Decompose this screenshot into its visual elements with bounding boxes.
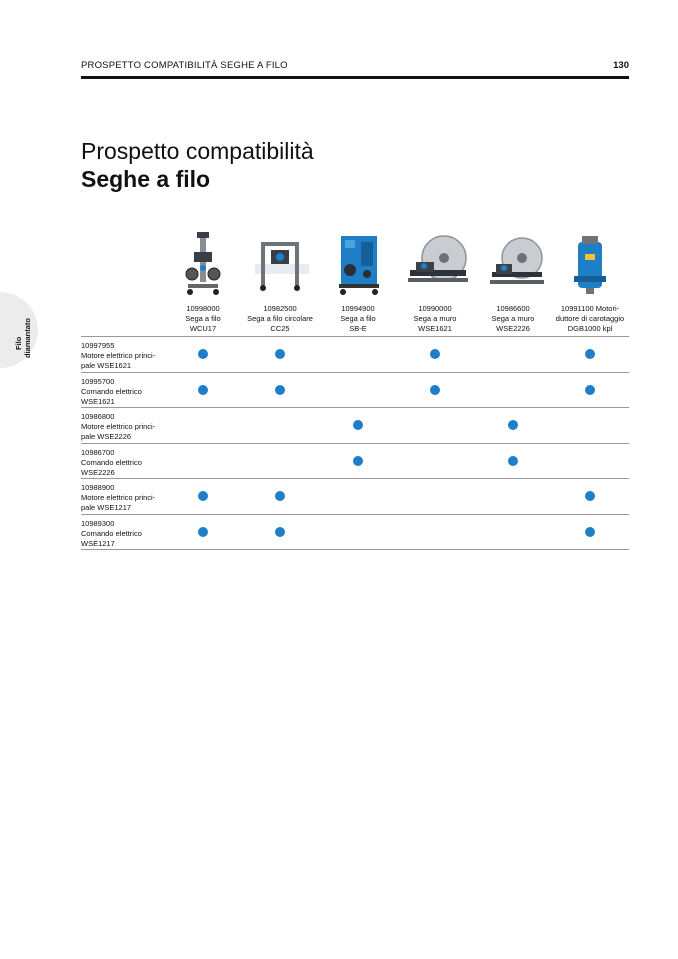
product-column — [396, 228, 474, 338]
compatibility-dot — [275, 349, 285, 359]
compatibility-dot — [585, 491, 595, 501]
header-rule — [81, 76, 629, 79]
product-column — [551, 228, 629, 338]
row-description: Comando elettrico WSE1621 — [81, 387, 142, 406]
core-drill-gear-motor-icon — [551, 228, 629, 298]
section-tab-line2: diamantato — [23, 317, 32, 358]
section-tab-line1: Filo — [14, 336, 23, 350]
product-column — [319, 228, 397, 338]
row-description: Comando elettrico WSE1217 — [81, 529, 142, 548]
compatibility-dot — [430, 385, 440, 395]
circular-wire-saw-cc25-icon — [241, 228, 319, 298]
row-description: Motore elettrico princi- pale WSE1217 — [81, 493, 156, 512]
compatibility-dot — [275, 491, 285, 501]
wall-saw-wse2226-icon — [474, 228, 552, 298]
row-description: Motore elettrico princi- pale WSE1621 — [81, 351, 156, 370]
table-row — [81, 372, 629, 408]
table-row — [81, 514, 629, 550]
wall-saw-wse1621-icon — [396, 228, 474, 298]
page-number: 130 — [613, 60, 629, 71]
table-row — [81, 478, 629, 514]
section-tab-label — [6, 300, 36, 360]
compatibility-dot — [198, 527, 208, 537]
compatibility-dot — [508, 456, 518, 466]
product-label: 10986600 Sega a muro WSE2226 — [491, 304, 535, 333]
header-title: PROSPETTO COMPATIBILITÀ SEGHE A FILO — [81, 60, 288, 71]
product-column — [164, 228, 242, 338]
table-bottom-rule — [81, 549, 629, 550]
wire-saw-wcu17-icon — [164, 228, 242, 298]
compatibility-dot — [353, 420, 363, 430]
row-code: 10989300 — [81, 519, 115, 528]
compatibility-dot — [275, 385, 285, 395]
compatibility-dot — [585, 349, 595, 359]
row-code: 10988900 — [81, 483, 115, 492]
compatibility-dot — [353, 456, 363, 466]
row-code: 10995700 — [81, 377, 115, 386]
compatibility-dot — [430, 349, 440, 359]
row-code: 10986800 — [81, 412, 115, 421]
wire-saw-sbe-icon — [319, 228, 397, 298]
table-row — [81, 407, 629, 443]
compatibility-dot — [198, 385, 208, 395]
row-code: 10997955 — [81, 341, 115, 350]
product-label: 10982500 Sega a filo circolare CC25 — [247, 304, 313, 333]
page-title-line2: Seghe a filo — [81, 166, 211, 192]
row-description: Motore elettrico princi- pale WSE2226 — [81, 422, 156, 441]
compatibility-dot — [275, 527, 285, 537]
compatibility-dot — [508, 420, 518, 430]
product-column — [241, 228, 319, 338]
product-label: 10990000 Sega a muro WSE1621 — [413, 304, 457, 333]
row-description: Comando elettrico WSE2226 — [81, 458, 142, 477]
product-label: 10998000 Sega a filo WCU17 — [185, 304, 221, 333]
table-row — [81, 443, 629, 479]
table-row — [81, 336, 629, 372]
compatibility-dot — [198, 491, 208, 501]
row-code: 10986700 — [81, 448, 115, 457]
product-column — [474, 228, 552, 338]
product-label: 10991100 Motori- duttore di carotaggio DGB1000 kpl — [555, 304, 625, 333]
page-header — [81, 60, 629, 74]
compatibility-dot — [585, 527, 595, 537]
product-label: 10994900 Sega a filo SB-E — [340, 304, 376, 333]
compatibility-dot — [198, 349, 208, 359]
compatibility-dot — [585, 385, 595, 395]
page-title-line1: Prospetto compatibilità — [81, 138, 314, 164]
